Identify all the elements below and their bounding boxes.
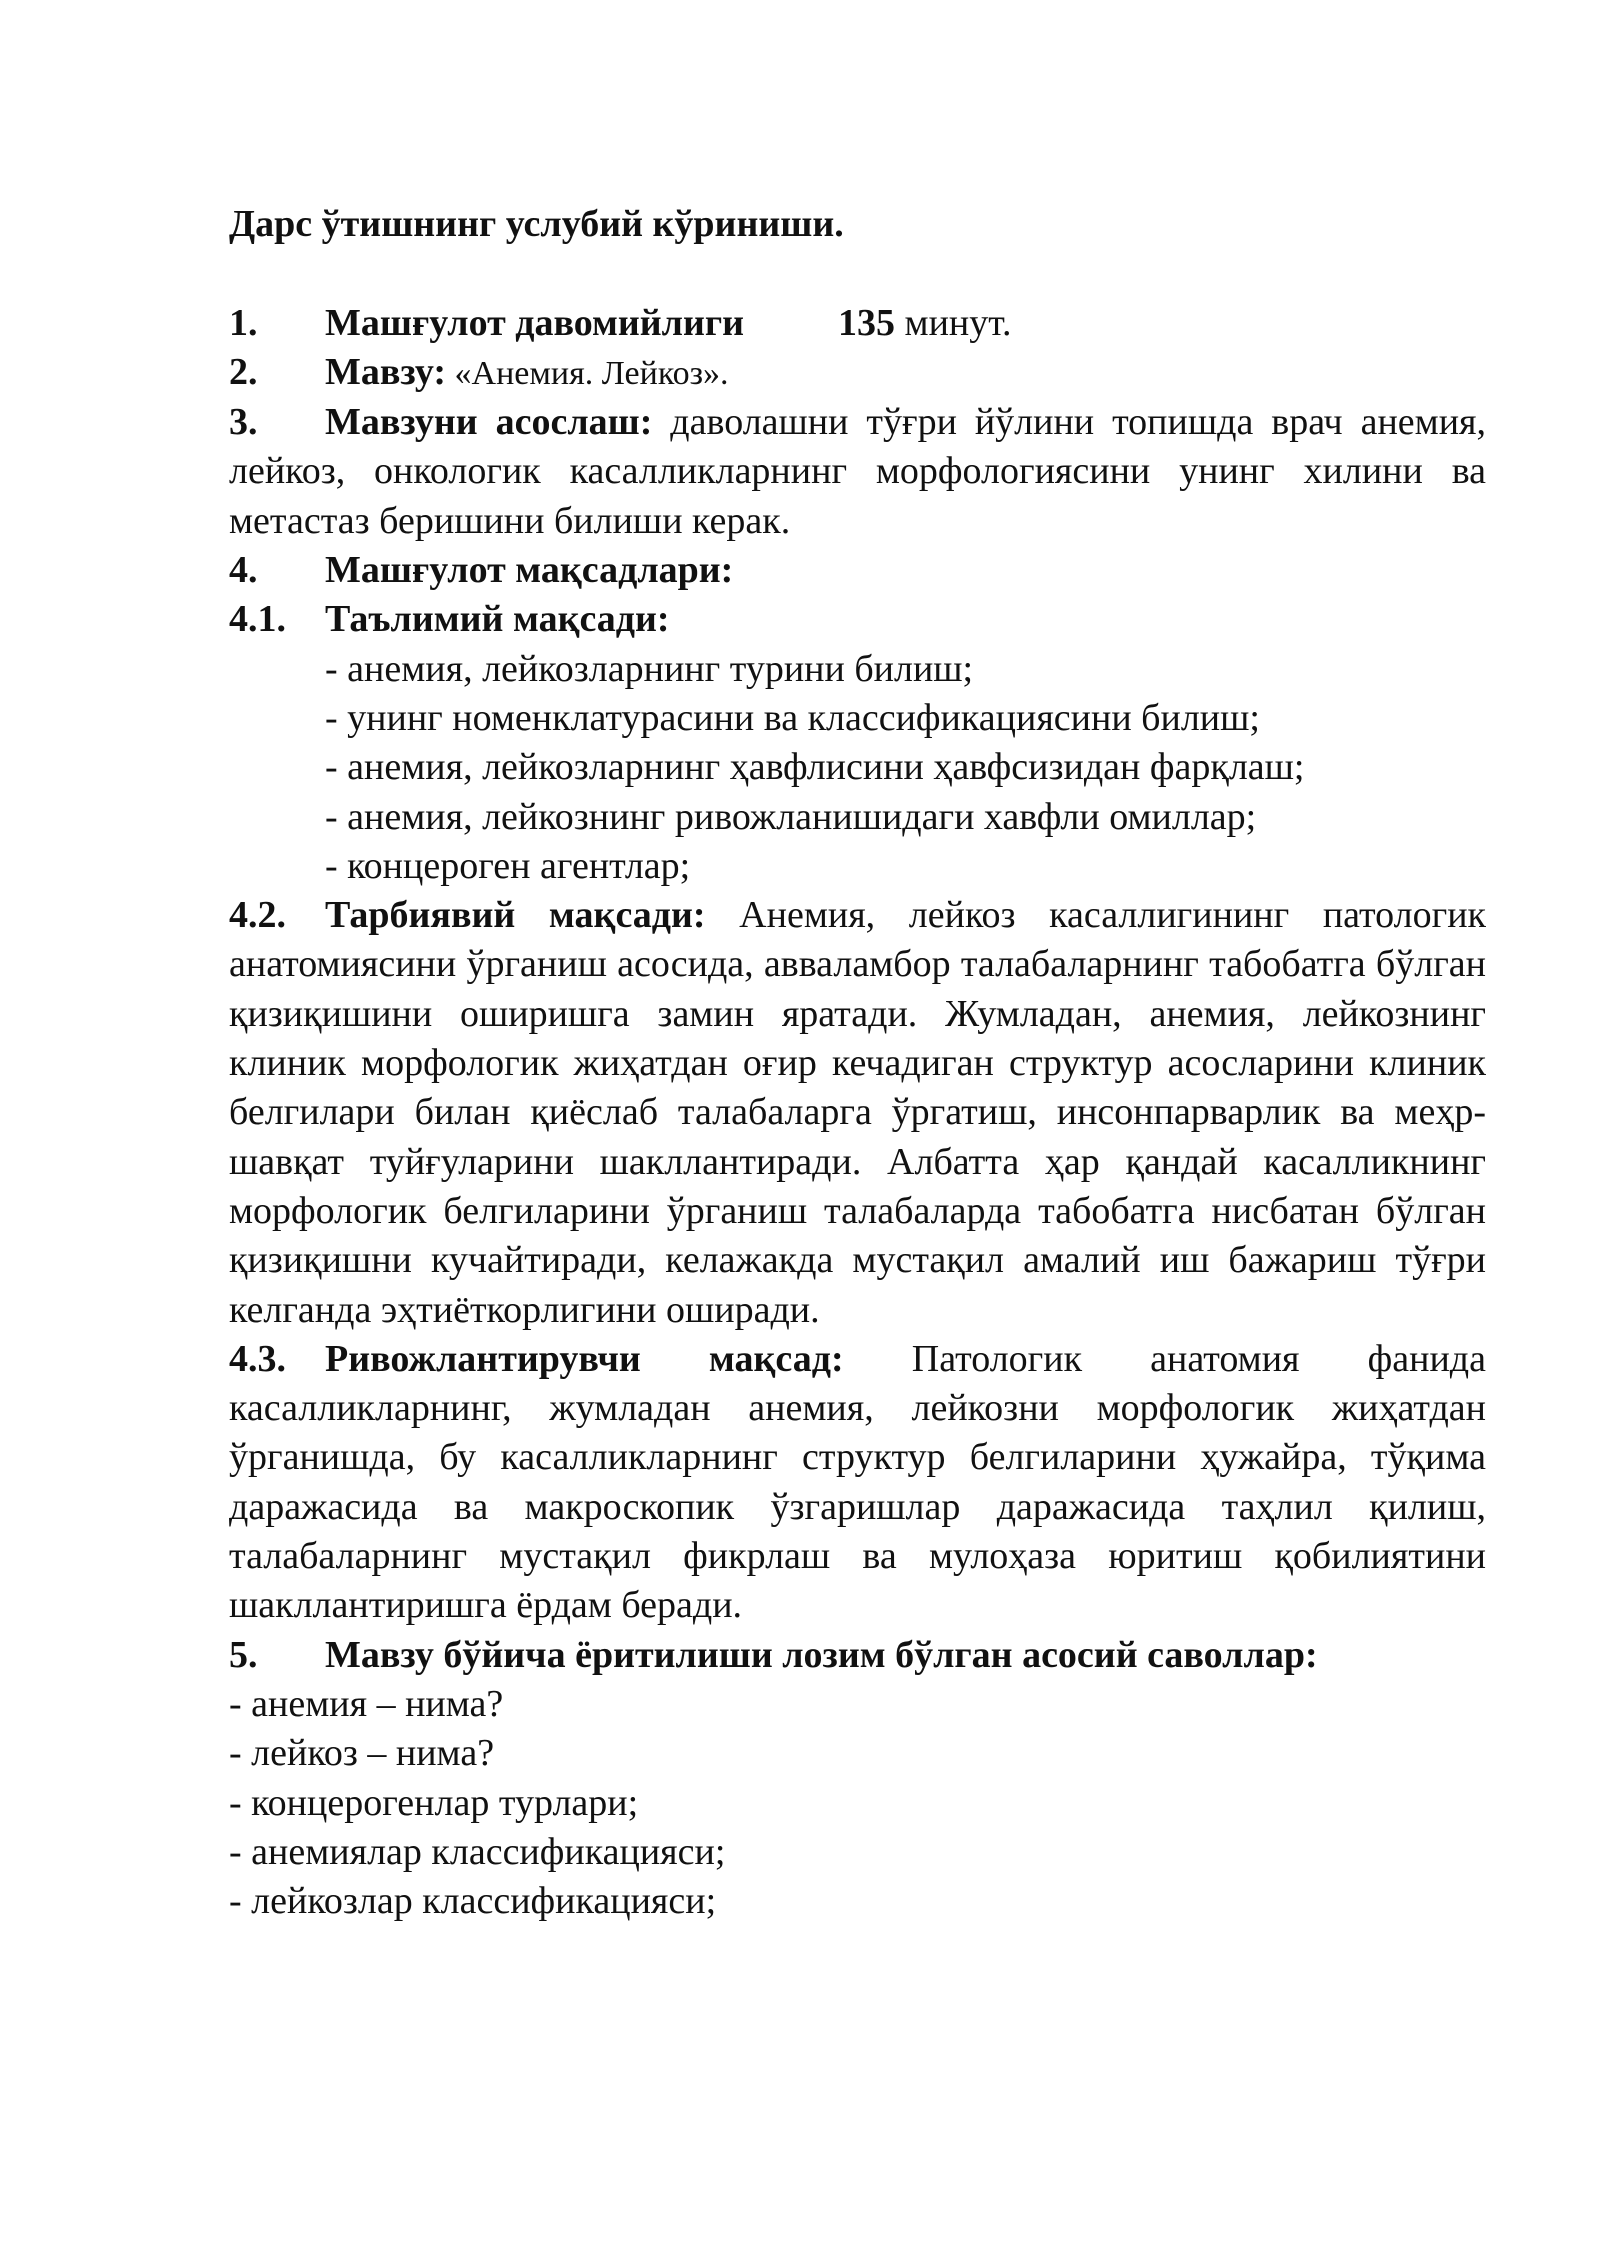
list-item: - лейкозлар классификацияси; xyxy=(229,1880,717,1923)
list-item: - анемия, лейкозларнинг ҳавфлисини ҳавфсизидан фарқлаш; xyxy=(325,746,1305,789)
section-1-number: 1. xyxy=(229,301,258,344)
section-4-1-educational xyxy=(229,595,1486,644)
section-5-label: Мавзу бўйича ёритилиши лозим бўлган асосий саволлар: xyxy=(325,1633,1318,1676)
section-1-label: Машғулот давомийлиги xyxy=(325,301,745,344)
rationale-text: даволашни тўғри йўлини топишда врач анемия, лейкоз, онкологик касалликларнинг морфологиясини унинг хилини ва метастаз беришини билиши керак. xyxy=(229,401,1487,542)
section-4-goals xyxy=(229,546,1486,595)
duration-unit: минут. xyxy=(895,301,1012,344)
section-2-label: Мавзу: xyxy=(325,350,447,393)
section-4-label: Машғулот мақсадлари: xyxy=(325,549,734,592)
section-3-rationale xyxy=(229,398,1486,546)
list-item: - анемия – нима? xyxy=(229,1682,504,1725)
section-4-number: 4. xyxy=(229,549,258,592)
section-3-label: Мавзуни асослаш: xyxy=(325,401,653,444)
section-2-number: 2. xyxy=(229,350,258,393)
section-4-3-label: Ривожлантирувчи мақсад: xyxy=(325,1337,844,1380)
document-title: Дарс ўтишнинг услубий кўриниши. xyxy=(229,203,844,245)
list-item: - лейкоз – нима? xyxy=(229,1732,495,1775)
developmental-text: Патологик анатомия фанида касалликларнинг, жумладан анемия, лейкозни морфологик жиҳатдан ўрганишда, бу касалликларнинг структур белгиларини ҳужайра, тўқима даражасида ва макроскопик ўзгаришлар даражасида таҳлил қилиш, талабаларнинг мустақил фикрлаш ва мулоҳаза юритиш қобилиятини шакллантиришга ёрдам беради. xyxy=(229,1337,1486,1627)
section-5-questions xyxy=(229,1631,1486,1680)
section-4-1-number: 4.1. xyxy=(229,598,286,641)
section-1-duration xyxy=(229,299,1486,348)
section-3-number: 3. xyxy=(229,401,258,444)
section-4-2-label: Тарбиявий мақсади: xyxy=(325,894,706,937)
list-item: - анемия, лейкознинг ривожланишидаги хавфли омиллар; xyxy=(325,795,1257,838)
document-page xyxy=(229,200,1486,1926)
section-4-1-label: Таълимий мақсади: xyxy=(325,598,670,641)
section-4-3-developmental xyxy=(229,1335,1486,1631)
upbringing-text: Анемия, лейкоз касаллигининг патологик анатомиясини ўрганиш асосида, авваламбор талабаларнинг табобатга бўлган қизиқишини оширишга замин яратади. Жумладан, анемия, лейкознинг клиник морфологик жиҳатдан оғир кечадиган структур асосларини клиник белгилари билан қиёслаб талабаларга ўргатиш, инсонпарварлик ва меҳр-шавқат туйғуларини шакллантиради. Албатта ҳар қандай касалликнинг морфологик белгиларини ўрганиш талабаларда табобатга нисбатан бўлган қизиқишни кучайтиради, келажакда мустақил амалий иш бажариш тўғри келганда эҳтиёткорлигини оширади. xyxy=(229,894,1486,1331)
list-item: - концерогенлар турлари; xyxy=(229,1781,639,1824)
section-4-2-upbringing xyxy=(229,891,1486,1335)
duration-value: 135 xyxy=(838,301,896,344)
list-item: - унинг номенклатурасини ва классификациясини билиш; xyxy=(325,696,1260,739)
blank-line xyxy=(229,249,1486,298)
section-4-2-number: 4.2. xyxy=(229,894,286,937)
section-2-topic xyxy=(229,348,1486,398)
list-item: - концероген агентлар; xyxy=(325,844,691,887)
list-item: - анемиялар классификацияси; xyxy=(229,1830,726,1873)
topic-text: «Анемия. Лейкоз». xyxy=(446,354,729,392)
list-item: - анемия, лейкозларнинг турини билиш; xyxy=(325,647,974,690)
section-5-number: 5. xyxy=(229,1633,258,1676)
section-4-3-number: 4.3. xyxy=(229,1337,286,1380)
